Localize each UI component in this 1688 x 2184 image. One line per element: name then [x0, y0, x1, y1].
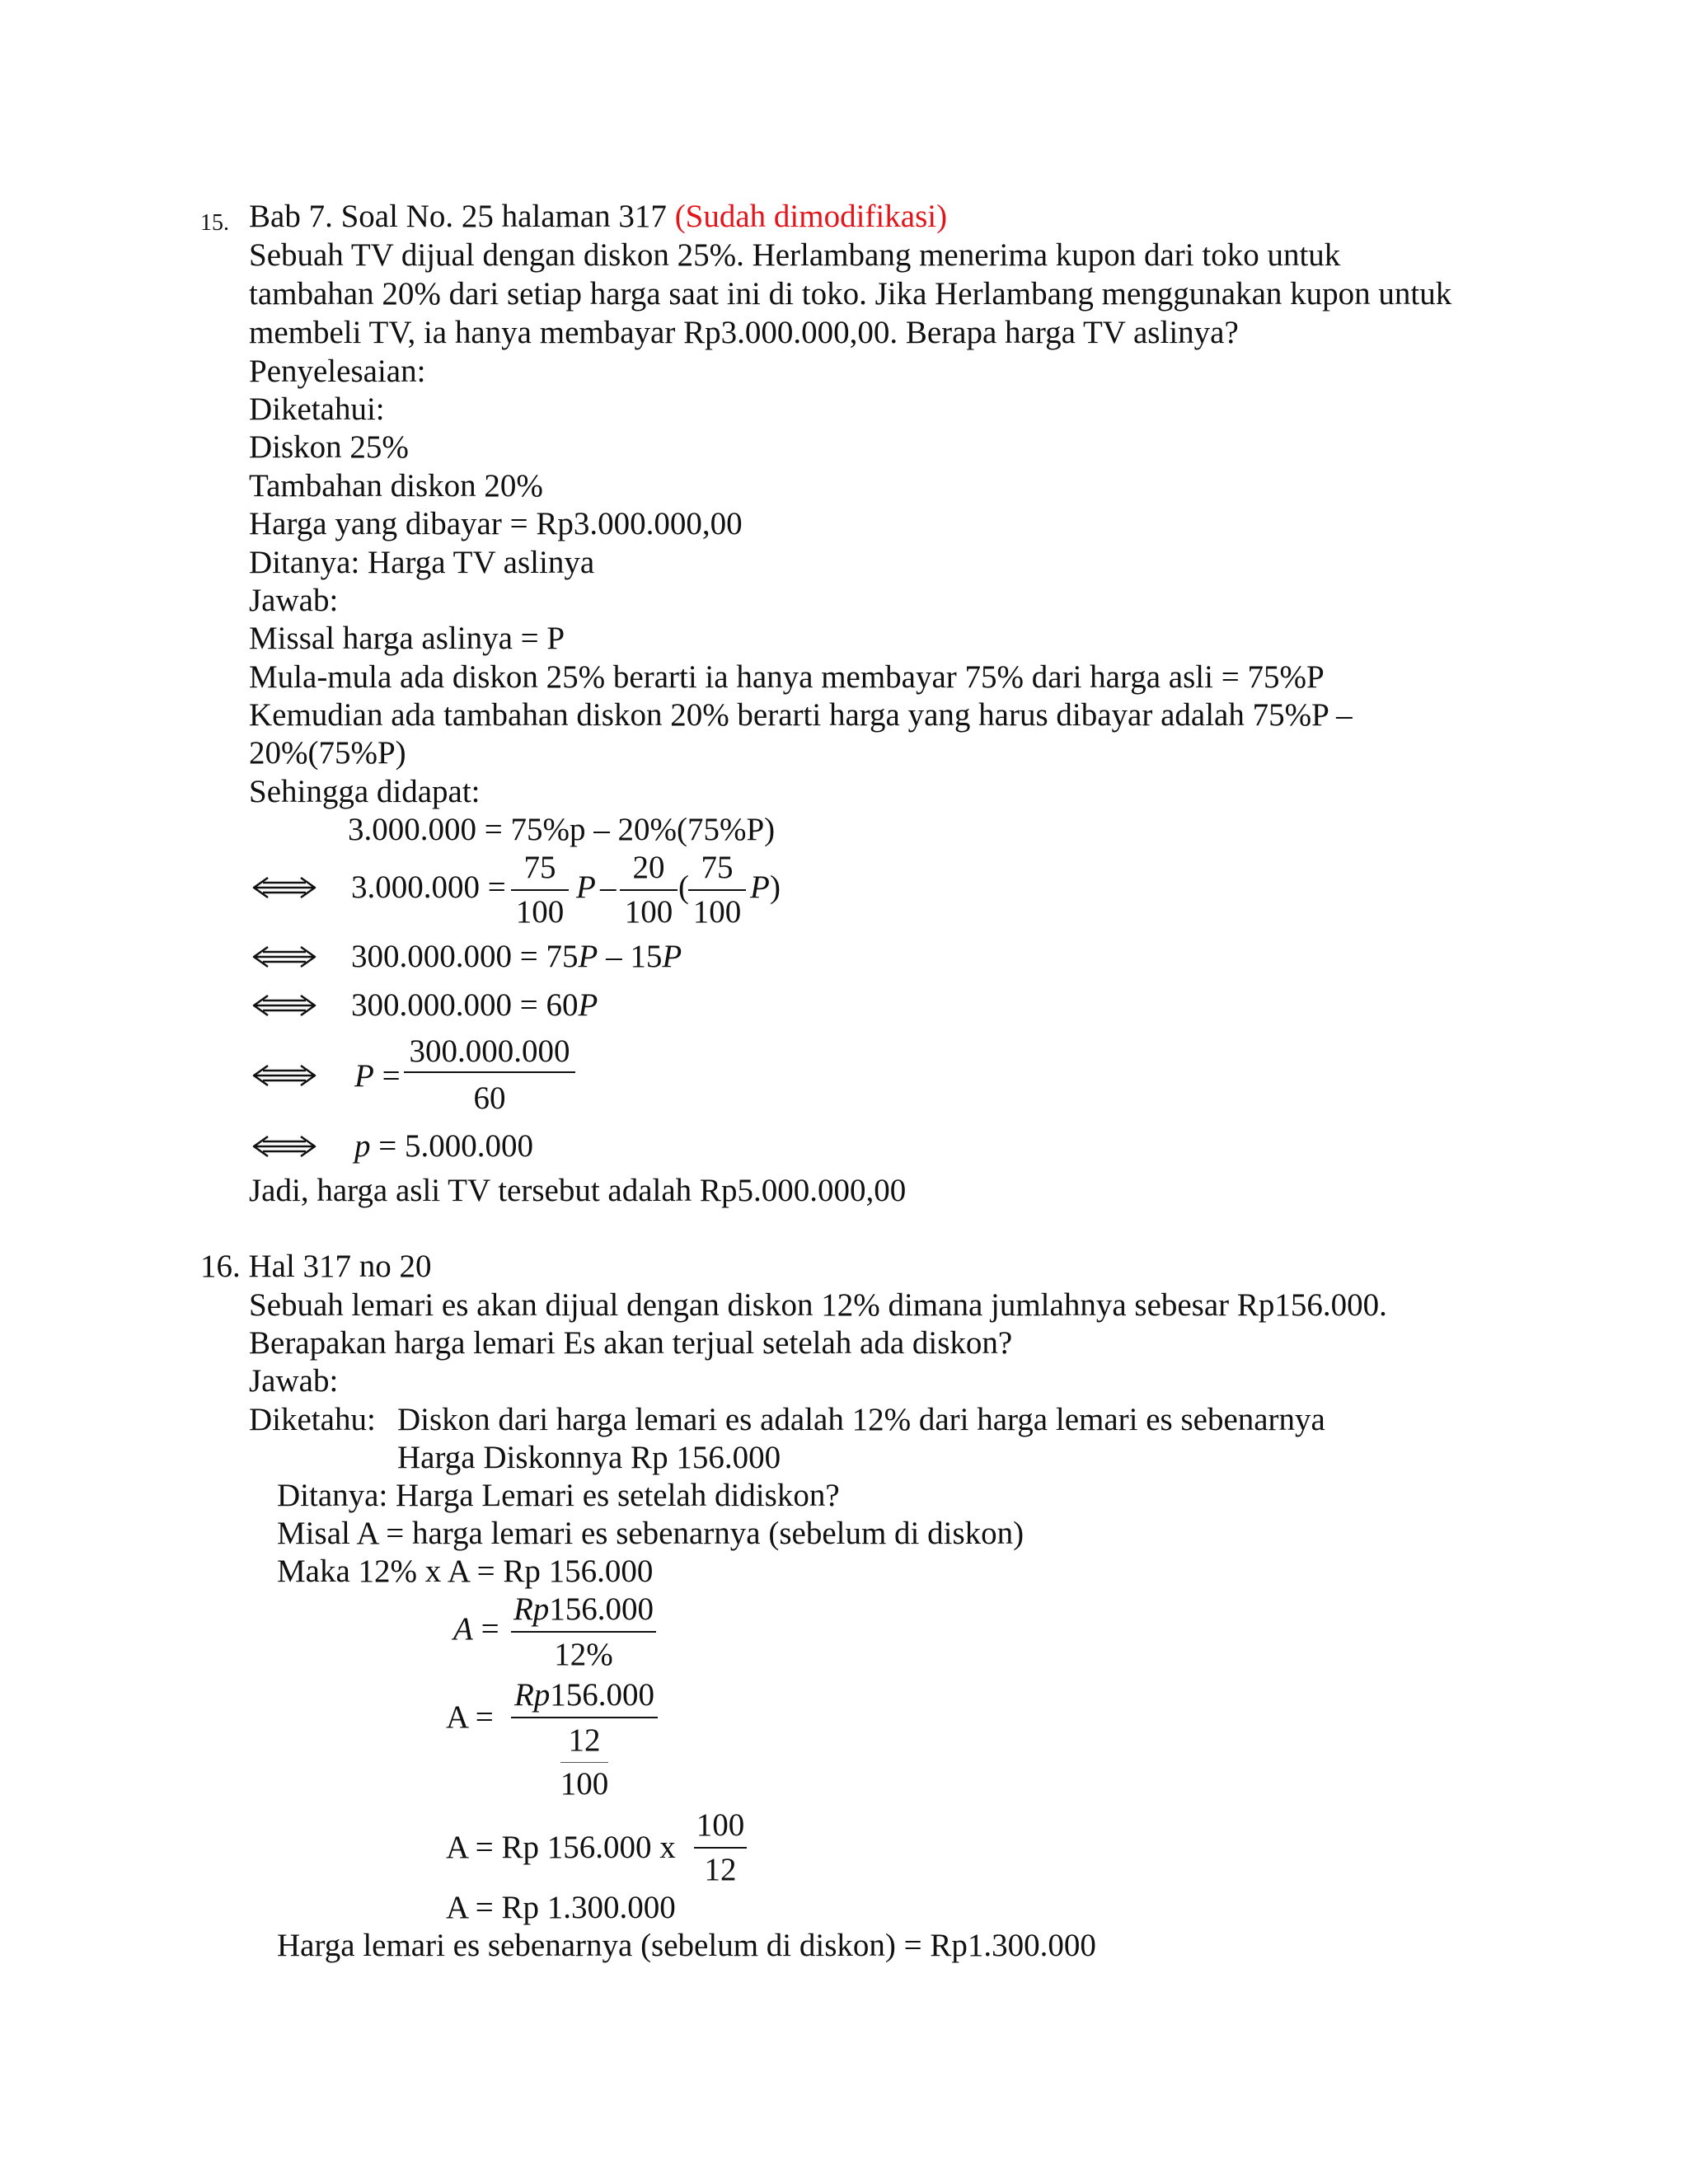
solution-line: Jawab: — [249, 1363, 339, 1399]
fraction-denominator: 12% — [554, 1637, 613, 1672]
problem-number: 15. — [200, 210, 229, 236]
equivalence-arrow-icon — [251, 1063, 317, 1088]
fraction — [511, 1591, 656, 1674]
question-line: Sebuah TV dijual dengan diskon 25%. Herlambang menerima kupon dari toko untuk — [249, 237, 1341, 273]
fraction-denominator: 100 — [624, 894, 673, 930]
equation-lhs: A = — [446, 1699, 494, 1735]
fraction — [688, 849, 746, 931]
solution-line: Ditanya: Harga TV aslinya — [249, 545, 595, 580]
fraction-bar — [560, 1762, 608, 1763]
fraction-bar — [511, 1631, 656, 1633]
equation-text: 300.000.000 = 60 — [351, 987, 579, 1023]
fraction-numerator: 100 — [696, 1807, 745, 1843]
fraction — [620, 849, 678, 931]
fraction-numerator — [511, 1676, 658, 1714]
solution-line: Diketahui: — [249, 391, 385, 427]
fraction-numerator: 75 — [523, 850, 556, 885]
fraction-denominator: 100 — [692, 894, 742, 930]
equation-text: = 5.000.000 — [370, 1128, 533, 1164]
solution-line: Missal harga aslinya = P — [249, 621, 565, 656]
fraction-numerator — [511, 1591, 656, 1629]
modified-note: (Sudah dimodifikasi) — [674, 199, 948, 234]
solution-line: Sehingga didapat: — [249, 774, 481, 809]
solution-line: Mula-mula ada diskon 25% berarti ia hanya membayar 75% dari harga asli = 75%P — [249, 659, 1325, 695]
equation-line: A = Rp 1.300.000 — [446, 1890, 676, 1925]
question-line: membeli TV, ia hanya membayar Rp3.000.000,00. Berapa harga TV aslinya? — [249, 315, 1239, 350]
problem-15-title-line — [249, 198, 947, 236]
math-operator: = — [382, 1058, 401, 1094]
equation-line — [354, 1127, 533, 1165]
fraction-bar — [694, 1847, 747, 1849]
math-variable: P — [578, 987, 598, 1023]
math-variable: P — [354, 1058, 374, 1094]
solution-line: Jawab: — [249, 583, 339, 618]
math-variable: P — [578, 939, 598, 974]
conclusion-line: Harga lemari es sebenarnya (sebelum di diskon) = Rp1.300.000 — [277, 1928, 1096, 1963]
solution-line: Diskon 25% — [249, 429, 409, 465]
fraction-bar — [688, 889, 746, 891]
fraction — [694, 1807, 747, 1889]
fraction — [511, 849, 569, 931]
fraction-bar — [511, 1717, 658, 1718]
equation-text: 300.000.000 = 75 — [351, 939, 579, 974]
equation-line: 3.000.000 = 75%p – 20%(75%P) — [348, 812, 776, 847]
math-variable: P — [750, 869, 770, 905]
fraction-denominator: 60 — [473, 1080, 506, 1116]
fraction-bar — [404, 1071, 575, 1073]
solution-line: Ditanya: Harga Lemari es setelah didiskon? — [277, 1478, 840, 1513]
fraction-numerator: 75 — [701, 850, 734, 885]
question-line: Berapakan harga lemari Es akan terjual setelah ada diskon? — [249, 1325, 1013, 1361]
label-diketahu: Diketahu: — [249, 1402, 376, 1437]
equivalence-arrow-icon — [251, 993, 317, 1018]
equation-lhs — [453, 1610, 499, 1648]
fraction-bar — [511, 889, 569, 891]
equation-lhs: A = Rp 156.000 x — [446, 1830, 676, 1865]
compound-fraction — [511, 1676, 658, 1803]
equation-text: 156.000 — [549, 1591, 654, 1627]
conclusion-line: Jadi, harga asli TV tersebut adalah Rp5.000.000,00 — [249, 1173, 907, 1208]
math-paren: ( — [678, 869, 689, 905]
fraction-denominator-denominator: 100 — [560, 1766, 609, 1802]
solution-line: Harga yang dibayar = Rp3.000.000,00 — [249, 506, 743, 541]
math-operator: – — [600, 869, 617, 905]
fraction-numerator: 20 — [632, 850, 665, 885]
solution-line: Kemudian ada tambahan diskon 20% berarti harga yang harus dibayar adalah 75%P – — [249, 697, 1353, 733]
math-variable: A — [453, 1611, 473, 1647]
solution-line: Maka 12% x A = Rp 156.000 — [277, 1554, 654, 1589]
problem-16-heading: 16. Hal 317 no 20 — [200, 1249, 432, 1284]
solution-line: 20%(75%P) — [249, 735, 406, 771]
problem-title: Bab 7. Soal No. 25 halaman 317 — [249, 199, 667, 234]
equation-line — [351, 987, 598, 1024]
math-variable: P — [662, 939, 682, 974]
solution-line: Tambahan diskon 20% — [249, 468, 543, 504]
fraction-denominator-numerator: 12 — [568, 1722, 601, 1758]
equation-lhs — [354, 1057, 401, 1095]
fraction-denominator: 12 — [704, 1852, 737, 1887]
fraction-numerator: 300.000.000 — [409, 1033, 570, 1069]
math-operator: = — [481, 1611, 499, 1647]
fraction — [404, 1033, 575, 1118]
solution-line: Harga Diskonnya Rp 156.000 — [397, 1440, 781, 1475]
equivalence-arrow-icon — [251, 875, 317, 900]
fraction-denominator: 100 — [515, 894, 565, 930]
equation-line — [351, 938, 682, 976]
equation-lhs: 3.000.000 = — [351, 869, 506, 905]
question-line: tambahan 20% dari setiap harga saat ini di toko. Jika Herlambang menggunakan kupon untuk — [249, 276, 1452, 312]
problem-15-heading — [200, 201, 229, 242]
equivalence-arrow-icon — [251, 944, 317, 969]
solution-line: Diskon dari harga lemari es adalah 12% dari harga lemari es sebenarnya — [397, 1402, 1325, 1437]
math-variable: P — [576, 869, 596, 905]
solution-line: Penyelesaian: — [249, 354, 426, 389]
equation-text: 156.000 — [550, 1677, 655, 1713]
question-line: Sebuah lemari es akan dijual dengan diskon 12% dimana jumlahnya sebesar Rp156.000. — [249, 1287, 1387, 1323]
solution-line: Misal A = harga lemari es sebenarnya (sebelum di diskon) — [277, 1516, 1025, 1551]
math-paren: ) — [770, 869, 781, 905]
fraction-bar — [620, 889, 678, 891]
equivalence-arrow-icon — [251, 1134, 317, 1159]
math-variable: p — [354, 1128, 371, 1164]
equation-text: – 15 — [598, 939, 663, 974]
math-variable: Rp — [513, 1677, 551, 1713]
math-variable: Rp — [513, 1591, 550, 1627]
